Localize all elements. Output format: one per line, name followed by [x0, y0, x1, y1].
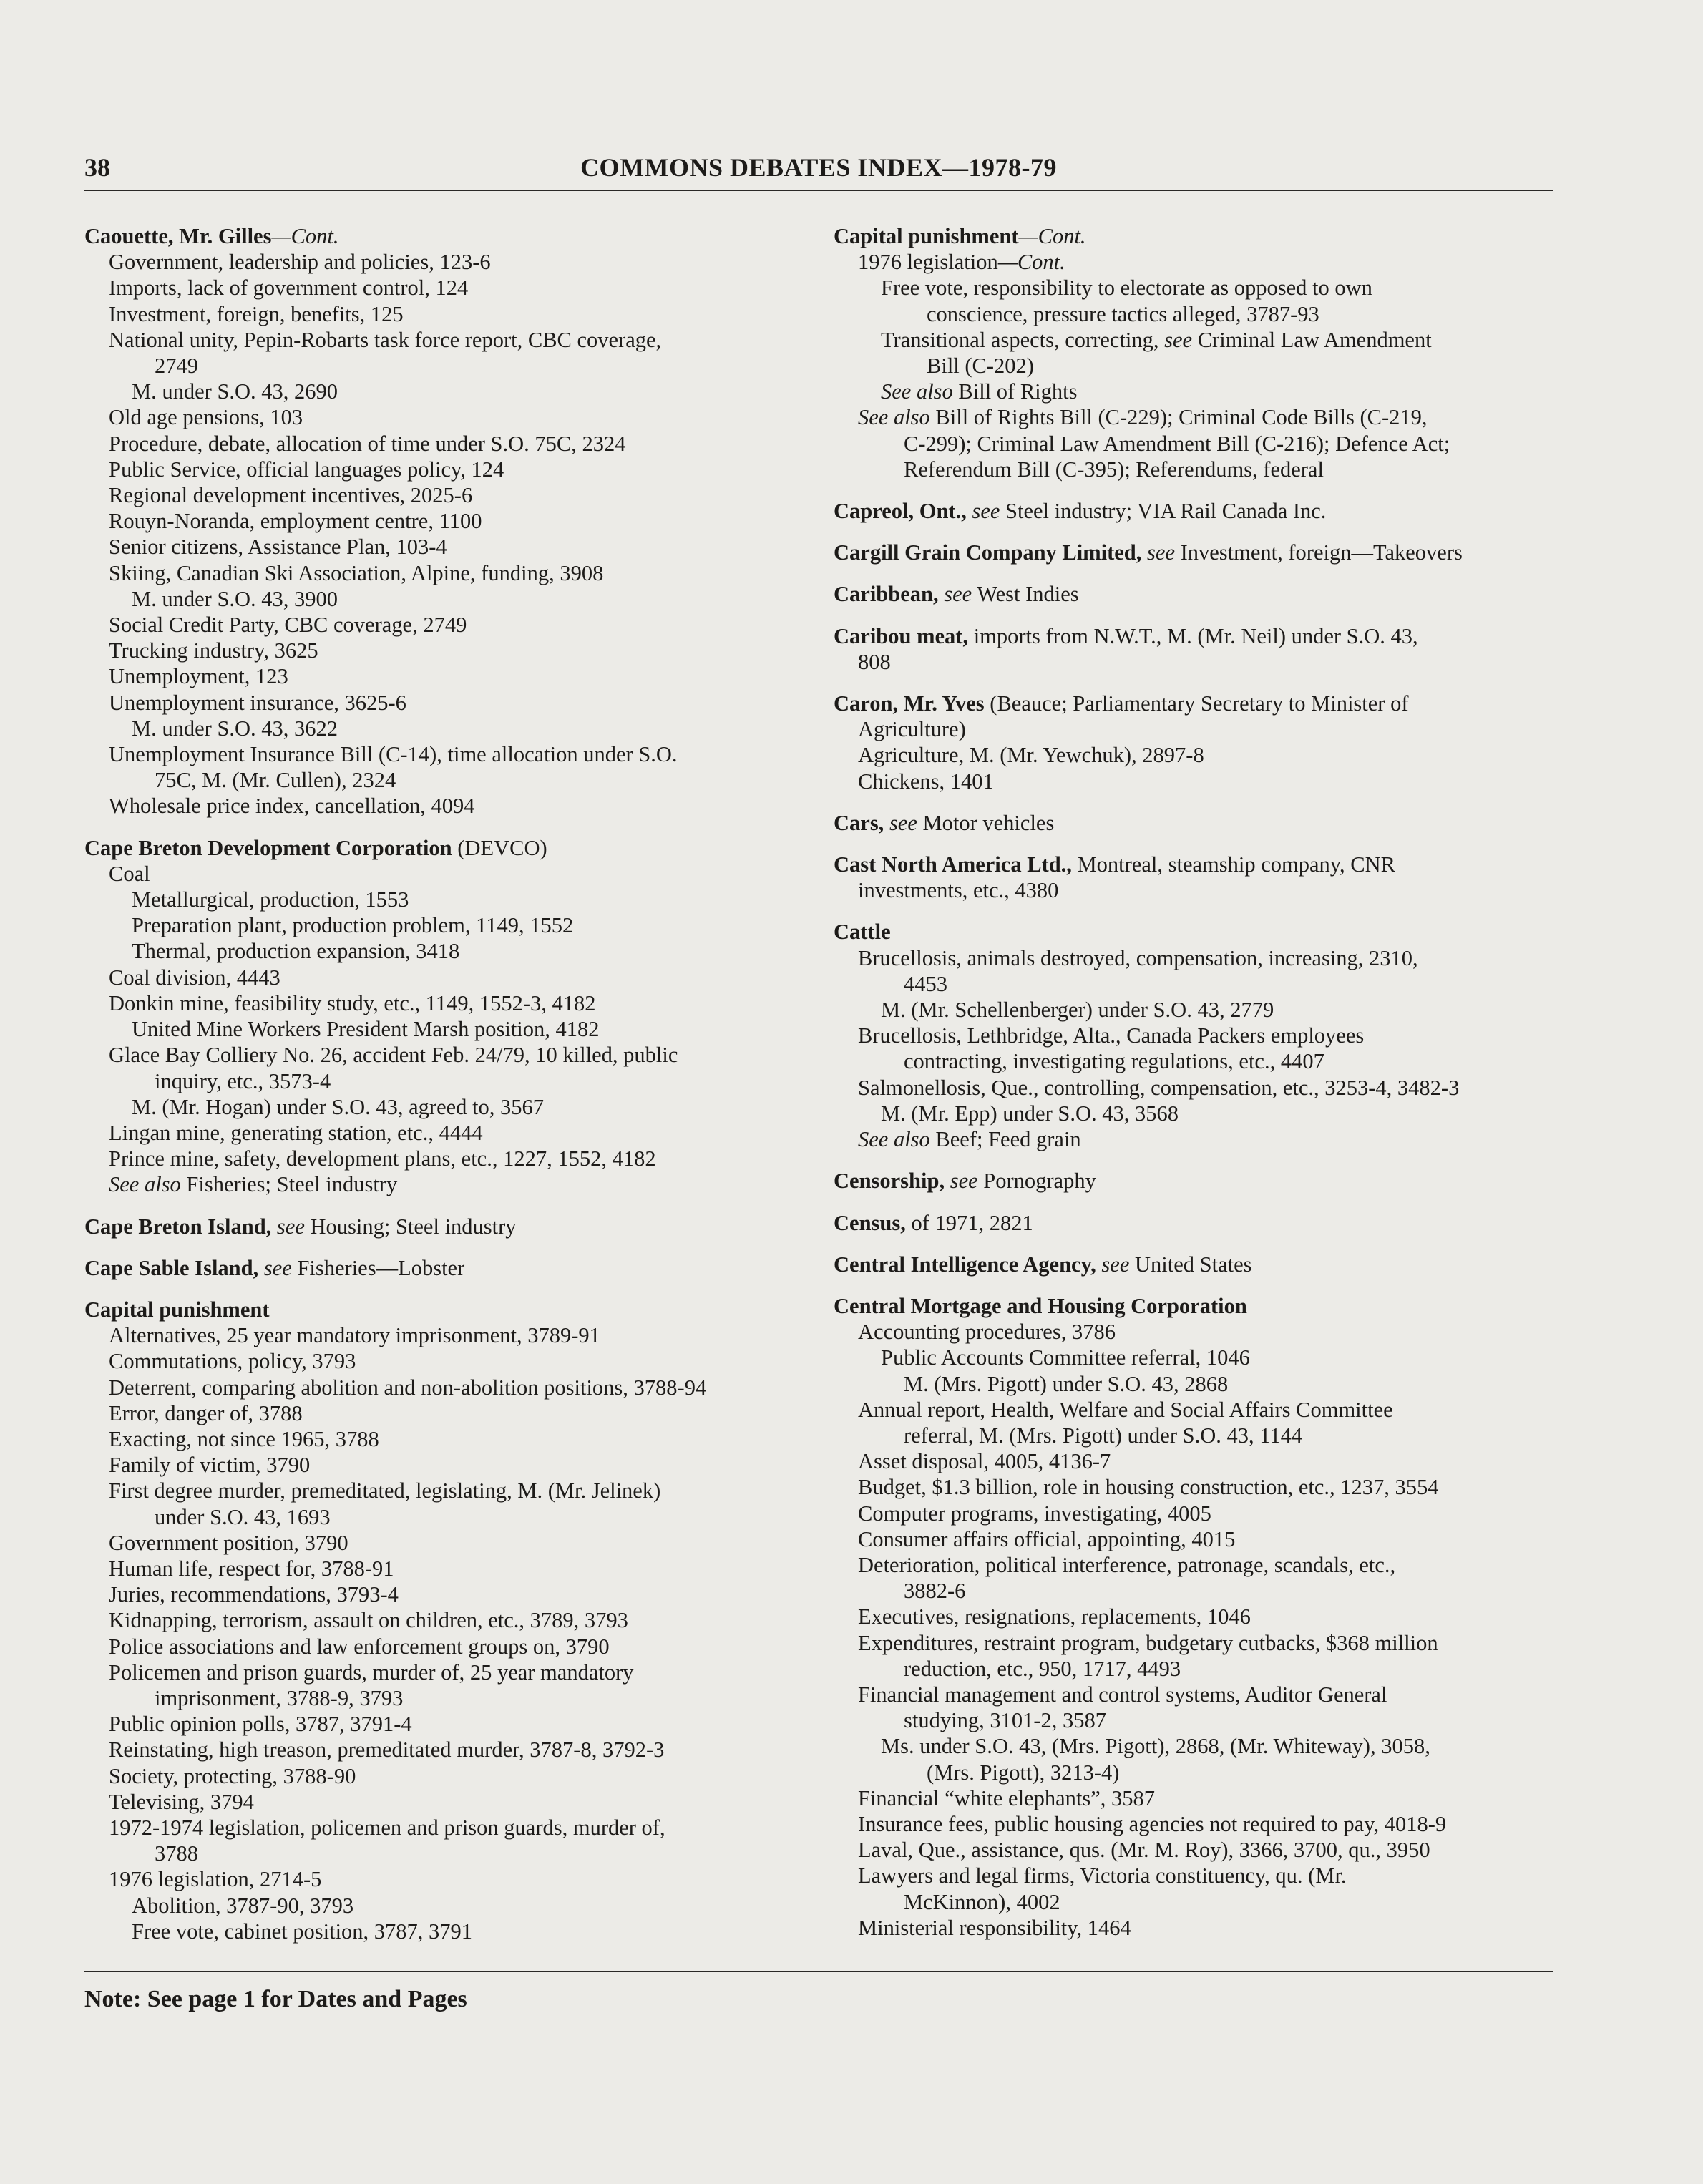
entry-text: Computer programs, investigating, 4005: [858, 1501, 1211, 1526]
index-subentry: [834, 1101, 1553, 1126]
entry-text: Televising, 3794: [109, 1789, 254, 1814]
entry-text: reduction, etc., 950, 1717, 4493: [904, 1656, 1181, 1681]
index-subentry: [84, 716, 800, 741]
entry-text: Public Accounts Committee referral, 1046: [881, 1345, 1250, 1370]
entry-text: Deterioration, political interference, patronage, scandals, etc.,: [858, 1552, 1396, 1577]
index-subentry: [84, 1841, 800, 1866]
index-subentry: [84, 275, 800, 301]
entry-text: see: [884, 810, 917, 835]
entry-text: investments, etc., 4380: [858, 878, 1059, 903]
entry-gap: [834, 836, 1553, 852]
entry-text: Cape Sable Island,: [84, 1255, 259, 1280]
entry-text: Lawyers and legal firms, Victoria constituency, qu. (Mr.: [858, 1863, 1347, 1888]
entry-text: Police associations and law enforcement groups on, 3790: [109, 1634, 610, 1659]
entry-text: Unemployment, 123: [109, 664, 288, 689]
index-subentry: [84, 1375, 800, 1400]
entry-text: Glace Bay Colliery No. 26, accident Feb. 24/79, 10 killed, public: [109, 1043, 678, 1068]
entry-gap: [834, 1236, 1553, 1252]
index-subentry: [84, 741, 800, 767]
footer-note: Note: See page 1 for Dates and Pages: [84, 1986, 467, 2012]
index-subentry: [84, 1426, 800, 1452]
index-heading: [834, 852, 1553, 877]
index-heading: [834, 810, 1553, 836]
entry-gap: [834, 482, 1553, 498]
entry-text: Coal: [109, 861, 150, 886]
index-subentry: [834, 1733, 1553, 1759]
entry-text: see: [1096, 1252, 1130, 1277]
index-subentry: [834, 379, 1553, 404]
index-subentry: [84, 1789, 800, 1815]
index-subentry: [84, 1659, 800, 1685]
entry-text: Rouyn-Noranda, employment centre, 1100: [109, 509, 482, 534]
index-subentry: [84, 965, 800, 990]
entry-text: Caron, Mr. Yves: [834, 691, 985, 716]
entry-gap: [84, 1198, 800, 1214]
entry-text: M. (Mr. Hogan) under S.O. 43, agreed to, 3567: [132, 1094, 545, 1119]
index-subentry: [84, 457, 800, 482]
entry-text: See also: [858, 1127, 930, 1152]
index-subentry: [84, 767, 800, 793]
entry-text: —Cont.: [997, 250, 1065, 275]
entry-text: Financial “white elephants”, 3587: [858, 1785, 1156, 1810]
index-heading: [84, 1297, 800, 1322]
index-heading: [834, 498, 1553, 524]
entry-text: see: [258, 1255, 292, 1280]
index-subentry: [84, 586, 800, 612]
index-heading: [84, 835, 800, 861]
entry-text: Executives, resignations, replacements, 1046: [858, 1604, 1251, 1629]
entry-text: See also: [109, 1172, 181, 1197]
entry-text: Unemployment Insurance Bill (C-14), time allocation under S.O.: [109, 742, 678, 767]
entry-text: (Beauce; Parliamentary Secretary to Minister of: [984, 691, 1409, 716]
entry-text: conscience, pressure tactics alleged, 3787-93: [927, 301, 1319, 326]
entry-text: Policemen and prison guards, murder of, 25 year mandatory: [109, 1659, 634, 1685]
index-subentry: [84, 1634, 800, 1659]
entry-text: see: [271, 1214, 305, 1239]
index-subentry: [84, 534, 800, 560]
entry-text: C-299); Criminal Law Amendment Bill (C-216); Defence Act;: [904, 431, 1450, 456]
entry-text: M. (Mr. Schellenberger) under S.O. 43, 2779: [881, 998, 1274, 1023]
entry-text: Laval, Que., assistance, qus. (Mr. M. Roy), 3366, 3700, qu., 3950: [858, 1838, 1430, 1863]
index-subentry: [84, 1042, 800, 1068]
entry-text: Thermal, production expansion, 3418: [132, 939, 460, 964]
page-number: 38: [84, 153, 110, 182]
entry-text: Brucellosis, animals destroyed, compensation, increasing, 2310,: [858, 945, 1418, 970]
index-subentry: [84, 1068, 800, 1094]
index-subentry: [834, 1126, 1553, 1152]
index-subentry: [84, 612, 800, 638]
entry-text: Metallurgical, production, 1553: [132, 887, 409, 912]
entry-text: Abolition, 3787-90, 3793: [132, 1893, 354, 1918]
index-subentry: [834, 1707, 1553, 1733]
entry-text: Capital punishment: [84, 1297, 270, 1322]
entry-text: Investment, foreign—Takeovers: [1174, 540, 1463, 565]
entry-gap: [834, 1277, 1553, 1293]
index-subentry: [84, 1146, 800, 1171]
entry-gap: [834, 794, 1553, 810]
entry-text: McKinnon), 4002: [904, 1889, 1060, 1914]
index-subentry: [834, 1526, 1553, 1552]
index-heading: [834, 691, 1553, 716]
index-subentry: [834, 1604, 1553, 1629]
entry-text: Bill of Rights: [952, 379, 1078, 404]
entry-text: Capital punishment: [834, 224, 1019, 248]
index-subentry: [834, 971, 1553, 997]
entry-text: imprisonment, 3788-9, 3793: [155, 1685, 404, 1710]
index-subentry: [834, 327, 1553, 353]
page-header: [84, 147, 1553, 191]
index-subentry: [84, 1322, 800, 1348]
index-subentry: [834, 1785, 1553, 1811]
entry-text: 3788: [155, 1841, 198, 1866]
entry-text: Steel industry; VIA Rail Canada Inc.: [1000, 499, 1327, 524]
index-heading: [834, 1168, 1553, 1194]
entry-text: National unity, Pepin-Robarts task force report, CBC coverage,: [109, 327, 662, 352]
index-subentry: [84, 793, 800, 819]
entry-text: 75C, M. (Mr. Cullen), 2324: [155, 768, 396, 793]
entry-text: Accounting procedures, 3786: [858, 1320, 1116, 1345]
index-subentry: [834, 249, 1553, 275]
entry-text: see: [966, 499, 1000, 524]
index-subentry: [834, 1682, 1553, 1707]
entry-text: Censorship,: [834, 1169, 945, 1194]
index-subentry: [84, 1452, 800, 1478]
entry-gap: [834, 1152, 1553, 1168]
index-subentry: [834, 1501, 1553, 1526]
entry-text: see: [938, 582, 972, 607]
index-subentry: [84, 327, 800, 353]
entry-text: (Mrs. Pigott), 3213-4): [927, 1760, 1120, 1785]
index-subentry: [834, 1630, 1553, 1656]
entry-text: Bill (C-202): [927, 354, 1034, 379]
index-subentry: [84, 1504, 800, 1530]
entry-text: Central Intelligence Agency,: [834, 1252, 1096, 1277]
index-subentry: [84, 353, 800, 379]
entry-gap: [84, 1239, 800, 1255]
entry-text: 1976 legislation, 2714-5: [109, 1867, 322, 1892]
index-subentry: [84, 638, 800, 663]
index-subentry: [84, 990, 800, 1016]
index-subentry: [84, 431, 800, 457]
entry-text: Caribbean,: [834, 582, 939, 607]
entry-text: Commutations, policy, 3793: [109, 1349, 356, 1374]
entry-text: Family of victim, 3790: [109, 1453, 311, 1478]
index-subentry: [834, 1863, 1553, 1888]
entry-text: Human life, respect for, 3788-91: [109, 1556, 394, 1581]
entry-text: Beef; Feed grain: [929, 1127, 1081, 1152]
index-subentry: [834, 716, 1553, 742]
entry-text: Error, danger of, 3788: [109, 1400, 303, 1425]
index-heading: [834, 919, 1553, 945]
index-heading: [834, 540, 1553, 565]
entry-gap: [834, 675, 1553, 691]
index-subentry: [84, 1094, 800, 1120]
entry-text: Consumer affairs official, appointing, 4015: [858, 1526, 1236, 1551]
index-subentry: [84, 1348, 800, 1374]
entry-text: Agriculture, M. (Mr. Yewchuk), 2897-8: [858, 743, 1204, 768]
entry-text: Cast North America Ltd.,: [834, 852, 1072, 877]
entry-text: M. (Mr. Epp) under S.O. 43, 3568: [881, 1101, 1179, 1126]
entry-text: Criminal Law Amendment: [1192, 327, 1432, 352]
entry-text: imports from N.W.T., M. (Mr. Neil) under S.O. 43,: [968, 623, 1418, 648]
index-subentry: [834, 997, 1553, 1023]
entry-text: Cape Breton Island,: [84, 1214, 272, 1239]
index-subentry: [834, 1889, 1553, 1915]
index-subentry: [84, 1893, 800, 1919]
index-subentry: [84, 1815, 800, 1841]
index-subentry: [834, 1578, 1553, 1604]
index-subentry: [834, 1023, 1553, 1048]
entry-text: Preparation plant, production problem, 1149, 1552: [132, 913, 574, 938]
entry-text: 1976 legislation: [858, 250, 998, 275]
index-subentry: [84, 861, 800, 887]
index-subentry: [84, 1530, 800, 1556]
index-heading: [834, 1293, 1553, 1319]
entry-text: 4453: [904, 971, 947, 996]
entry-text: Procedure, debate, allocation of time under S.O. 75C, 2324: [109, 431, 626, 456]
index-subentry: [834, 742, 1553, 768]
entry-text: —Cont.: [1018, 224, 1086, 248]
entry-text: Budget, $1.3 billion, role in housing construction, etc., 1237, 3554: [858, 1475, 1439, 1500]
index-subentry: [84, 1711, 800, 1737]
index-subentry: [834, 877, 1553, 903]
index-subentry: [84, 1400, 800, 1426]
index-subentry: [84, 301, 800, 327]
index-subentry: [84, 1737, 800, 1763]
entry-text: Fisheries; Steel industry: [180, 1172, 398, 1197]
entry-text: Public Service, official languages policy, 124: [109, 457, 504, 482]
entry-text: see: [1141, 540, 1175, 565]
entry-text: see: [945, 1169, 978, 1194]
index-subentry: [834, 353, 1553, 379]
index-subentry: [84, 1866, 800, 1892]
index-subentry: [834, 301, 1553, 327]
entry-text: Expenditures, restraint program, budgetary cutbacks, $368 million: [858, 1630, 1438, 1655]
index-subentry: [84, 938, 800, 964]
index-subentry: [834, 1397, 1553, 1423]
index-subentry: [84, 560, 800, 586]
entry-text: Trucking industry, 3625: [109, 638, 318, 663]
entry-text: Lingan mine, generating station, etc., 4444: [109, 1120, 483, 1145]
entry-text: Imports, lack of government control, 124: [109, 276, 469, 301]
entry-text: M. under S.O. 43, 3622: [132, 716, 338, 741]
entry-text: Caouette, Mr. Gilles: [84, 224, 272, 248]
entry-text: Central Mortgage and Housing Corporation: [834, 1293, 1247, 1318]
entry-text: Cattle: [834, 920, 891, 945]
entry-text: Regional development incentives, 2025-6: [109, 483, 473, 508]
entry-text: Kidnapping, terrorism, assault on children, etc., 3789, 3793: [109, 1608, 628, 1633]
entry-text: Chickens, 1401: [858, 769, 994, 794]
entry-text: Public opinion polls, 3787, 3791-4: [109, 1712, 412, 1737]
index-subentry: [834, 404, 1553, 430]
index-subentry: [84, 1016, 800, 1042]
entry-text: Cars,: [834, 810, 884, 835]
index-subentry: [834, 1075, 1553, 1101]
index-subentry: [834, 769, 1553, 794]
entry-text: Fisheries—Lobster: [291, 1255, 465, 1280]
index-subentry: [84, 663, 800, 689]
index-subentry: [834, 1811, 1553, 1837]
index-subentry: [84, 1120, 800, 1146]
index-subentry: [84, 1607, 800, 1633]
entry-text: Asset disposal, 4005, 4136-7: [858, 1449, 1111, 1474]
index-heading: [834, 623, 1553, 649]
entry-text: 808: [858, 649, 891, 674]
entry-text: M. under S.O. 43, 3900: [132, 586, 338, 611]
index-subentry: [834, 275, 1553, 301]
index-subentry: [84, 1171, 800, 1197]
index-heading: [834, 581, 1553, 607]
entry-text: Financial management and control systems, Auditor General: [858, 1682, 1387, 1707]
entry-text: Free vote, responsibility to electorate as opposed to own: [881, 276, 1372, 301]
entry-gap: [834, 903, 1553, 919]
entry-gap: [834, 524, 1553, 540]
entry-text: Housing; Steel industry: [304, 1214, 517, 1239]
entry-text: Government position, 3790: [109, 1530, 348, 1555]
entry-text: Free vote, cabinet position, 3787, 3791: [132, 1919, 473, 1944]
index-subentry: [84, 690, 800, 716]
index-subentry: [84, 912, 800, 938]
entry-text: Reinstating, high treason, premeditated murder, 3787-8, 3792-3: [109, 1737, 665, 1763]
index-subentry: [834, 1371, 1553, 1397]
entry-text: Insurance fees, public housing agencies not required to pay, 4018-9: [858, 1811, 1447, 1836]
index-subentry: [84, 1581, 800, 1607]
entry-text: See also: [858, 405, 930, 430]
entry-text: Deterrent, comparing abolition and non-abolition positions, 3788-94: [109, 1375, 707, 1400]
index-subentry: [834, 457, 1553, 482]
index-subentry: [834, 1837, 1553, 1863]
entry-text: Ms. under S.O. 43, (Mrs. Pigott), 2868, (Mr. Whiteway), 3058,: [881, 1734, 1430, 1759]
entry-text: Prince mine, safety, development plans, etc., 1227, 1552, 4182: [109, 1146, 656, 1171]
entry-gap: [84, 819, 800, 835]
running-title: COMMONS DEBATES INDEX—1978-79: [580, 153, 1057, 182]
index-subentry: [84, 1919, 800, 1944]
index-heading: [84, 1214, 800, 1239]
index-subentry: [834, 1048, 1553, 1074]
entry-text: inquiry, etc., 3573-4: [155, 1068, 331, 1093]
entry-text: 2749: [155, 354, 198, 379]
entry-text: Coal division, 4443: [109, 965, 280, 990]
entry-text: United Mine Workers President Marsh position, 4182: [132, 1017, 600, 1042]
entry-text: Montreal, steamship company, CNR: [1071, 852, 1395, 877]
entry-text: contracting, investigating regulations, etc., 4407: [904, 1049, 1324, 1074]
entry-text: Capreol, Ont.,: [834, 499, 967, 524]
entry-text: of 1971, 2821: [905, 1210, 1033, 1235]
index-column-left: [84, 223, 800, 1944]
footer-rule: [84, 1971, 1553, 1972]
entry-text: —Cont.: [271, 224, 339, 248]
entry-gap: [834, 608, 1553, 623]
entry-text: Investment, foreign, benefits, 125: [109, 301, 404, 326]
index-subentry: [84, 1478, 800, 1503]
entry-text: Agriculture): [858, 717, 966, 742]
index-heading: [84, 223, 800, 249]
entry-text: Transitional aspects, correcting,: [881, 327, 1165, 352]
entry-text: Pornography: [977, 1169, 1096, 1194]
entry-text: 3882-6: [904, 1579, 966, 1604]
entry-text: Cargill Grain Company Limited,: [834, 540, 1142, 565]
entry-gap: [834, 565, 1553, 581]
entry-text: West Indies: [972, 582, 1079, 607]
entry-text: under S.O. 43, 1693: [155, 1504, 331, 1529]
index-subentry: [84, 404, 800, 430]
index-heading: [834, 1210, 1553, 1236]
index-subentry: [834, 1448, 1553, 1474]
index-subentry: [834, 431, 1553, 457]
entry-text: Society, protecting, 3788-90: [109, 1763, 356, 1788]
index-subentry: [834, 1915, 1553, 1941]
index-subentry: [834, 1656, 1553, 1682]
entry-text: First degree murder, premeditated, legislating, M. (Mr. Jelinek): [109, 1478, 661, 1503]
entry-text: referral, M. (Mrs. Pigott) under S.O. 43, 1144: [904, 1423, 1303, 1448]
entry-text: Bill of Rights Bill (C-229); Criminal Code Bills (C-219,: [929, 405, 1428, 430]
entry-text: Skiing, Canadian Ski Association, Alpine, funding, 3908: [109, 560, 604, 585]
entry-gap: [84, 1281, 800, 1297]
index-subentry: [834, 1552, 1553, 1578]
entry-text: Exacting, not since 1965, 3788: [109, 1426, 379, 1451]
index-subentry: [84, 1685, 800, 1711]
index-subentry: [834, 1345, 1553, 1370]
entry-text: Annual report, Health, Welfare and Social Affairs Committee: [858, 1397, 1393, 1422]
index-subentry: [84, 1556, 800, 1581]
entry-text: Referendum Bill (C-395); Referendums, federal: [904, 457, 1324, 482]
index-subentry: [834, 945, 1553, 971]
index-subentry: [84, 508, 800, 534]
entry-text: Motor vehicles: [917, 810, 1055, 835]
index-subentry: [84, 249, 800, 275]
index-heading: [834, 1252, 1553, 1277]
entry-text: Unemployment insurance, 3625-6: [109, 690, 406, 715]
entry-text: See also: [881, 379, 953, 404]
entry-text: Alternatives, 25 year mandatory imprisonment, 3789-91: [109, 1323, 600, 1348]
entry-text: Caribou meat,: [834, 623, 969, 648]
entry-gap: [834, 1194, 1553, 1210]
index-subentry: [834, 1423, 1553, 1448]
entry-text: Cape Breton Development Corporation: [84, 835, 452, 860]
index-heading: [834, 223, 1553, 249]
entry-text: Senior citizens, Assistance Plan, 103-4: [109, 535, 447, 560]
entry-text: Census,: [834, 1210, 906, 1235]
entry-text: see: [1164, 327, 1193, 352]
entry-text: Brucellosis, Lethbridge, Alta., Canada Packers employees: [858, 1023, 1365, 1048]
entry-text: M. (Mrs. Pigott) under S.O. 43, 2868: [904, 1371, 1229, 1396]
entry-text: Old age pensions, 103: [109, 405, 303, 430]
entry-text: studying, 3101-2, 3587: [904, 1708, 1106, 1733]
entry-text: Government, leadership and policies, 123-6: [109, 250, 491, 275]
entry-text: United States: [1129, 1252, 1252, 1277]
entry-text: M. under S.O. 43, 2690: [132, 379, 338, 404]
entry-text: Salmonellosis, Que., controlling, compensation, etc., 3253-4, 3482-3: [858, 1075, 1460, 1100]
entry-text: Social Credit Party, CBC coverage, 2749: [109, 613, 467, 638]
entry-text: Wholesale price index, cancellation, 4094: [109, 794, 475, 819]
index-subentry: [84, 1763, 800, 1789]
index-subentry: [84, 482, 800, 508]
index-subentry: [834, 649, 1553, 675]
index-subentry: [834, 1319, 1553, 1345]
index-subentry: [834, 1760, 1553, 1785]
entry-text: Donkin mine, feasibility study, etc., 1149, 1552-3, 4182: [109, 990, 596, 1015]
entry-text: Juries, recommendations, 3793-4: [109, 1582, 399, 1607]
index-heading: [84, 1255, 800, 1281]
entry-text: (DEVCO): [452, 835, 547, 860]
index-column-right: [834, 223, 1553, 1941]
entry-text: Ministerial responsibility, 1464: [858, 1915, 1131, 1940]
index-subentry: [84, 379, 800, 404]
index-subentry: [84, 887, 800, 912]
entry-text: 1972-1974 legislation, policemen and prison guards, murder of,: [109, 1815, 665, 1840]
index-subentry: [834, 1474, 1553, 1500]
